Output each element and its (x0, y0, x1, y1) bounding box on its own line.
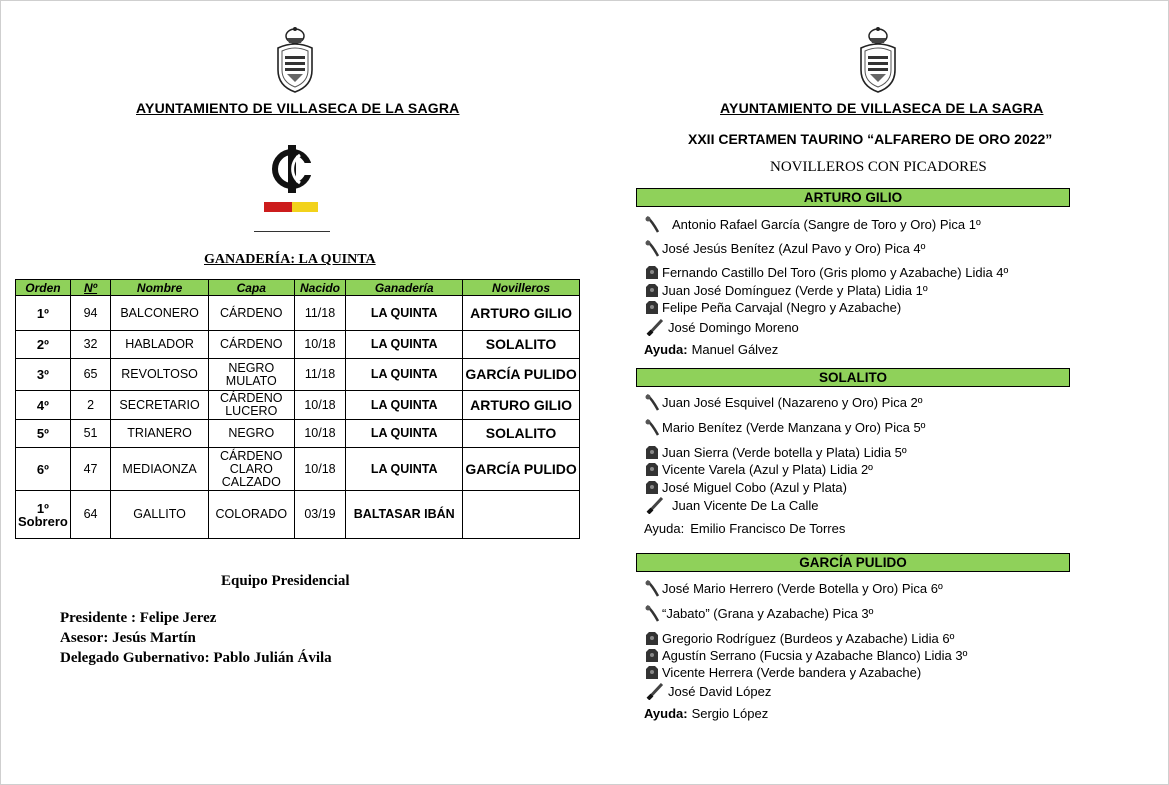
picador-lance-icon (644, 605, 660, 622)
crew-line: José Mario Herrero (Verde Botella y Oro) Pica 6º (644, 580, 943, 597)
group-header-garcia-pulido: GARCÍA PULIDO (636, 553, 1070, 572)
picador-lance-icon (644, 394, 660, 411)
cell-capa: CÁRDENO CLARO CALZADO (208, 448, 294, 491)
crew-line: Antonio Rafael García (Sangre de Toro y Oro) Pica 1º (644, 216, 981, 233)
coat-of-arms-icon (856, 26, 900, 94)
cell-capa: NEGRO MULATO (208, 359, 294, 391)
banderillero-jacket-icon (644, 664, 660, 681)
header-nombre: Nombre (111, 280, 209, 296)
cell-nacido: 10/18 (294, 391, 346, 420)
table-row (16, 491, 580, 539)
cell-orden: 3º (16, 359, 71, 391)
cell-nacido: 11/18 (294, 296, 346, 331)
banderillero-jacket-icon (644, 630, 660, 647)
cell-orden: 6º (16, 448, 71, 491)
coat-of-arms-icon (273, 26, 317, 94)
club-logo-icon (264, 141, 320, 215)
cell-numero: 2 (70, 391, 110, 420)
banderillero-jacket-icon (644, 479, 660, 496)
cell-nombre: TRIANERO (111, 420, 209, 448)
cell-capa: NEGRO (208, 420, 294, 448)
cell-numero: 32 (70, 331, 110, 359)
cell-capa: CÁRDENO (208, 331, 294, 359)
picador-lance-icon (644, 580, 660, 597)
banderillero-jacket-icon (644, 299, 660, 316)
cell-nombre: REVOLTOSO (111, 359, 209, 391)
cell-nombre: MEDIAONZA (111, 448, 209, 491)
cell-nacido: 10/18 (294, 448, 346, 491)
cell-nombre: SECRETARIO (111, 391, 209, 420)
cell-ganaderia: LA QUINTA (346, 391, 463, 420)
sword-icon (644, 683, 666, 700)
header-numero: Nº (70, 280, 110, 296)
cell-numero: 65 (70, 359, 110, 391)
cell-novillero: SOLALITO (463, 420, 580, 448)
cell-nacido: 11/18 (294, 359, 346, 391)
cell-nombre: HABLADOR (111, 331, 209, 359)
cell-novillero: ARTURO GILIO (463, 296, 580, 331)
cell-capa: CÁRDENO LUCERO (208, 391, 294, 420)
cell-ganaderia: BALTASAR IBÁN (346, 491, 463, 539)
cell-orden: 5º (16, 420, 71, 448)
cell-novillero: GARCÍA PULIDO (463, 448, 580, 491)
cell-ganaderia: LA QUINTA (346, 448, 463, 491)
cell-nacido: 10/18 (294, 331, 346, 359)
cell-ganaderia: LA QUINTA (346, 420, 463, 448)
divider (254, 231, 330, 232)
header-nacido: Nacido (294, 280, 346, 296)
crew-line: Juan Vicente De La Calle (644, 497, 818, 514)
presidente-line: Presidente : Felipe Jerez (60, 610, 217, 626)
sword-icon (644, 497, 666, 514)
header-ganaderia: Ganadería (346, 280, 463, 296)
bulls-table (15, 279, 580, 539)
ayuda-line: Ayuda: Emilio Francisco De Torres (644, 521, 846, 536)
crew-line: Juan Sierra (Verde botella y Plata) Lidia 5º (644, 444, 907, 461)
crew-line: “Jabato” (Grana y Azabache) Pica 3º (644, 605, 873, 622)
ayuntamiento-title: AYUNTAMIENTO DE VILLASECA DE LA SAGRA (136, 100, 460, 116)
cell-novillero: SOLALITO (463, 331, 580, 359)
banderillero-jacket-icon (644, 444, 660, 461)
crew-line: Agustín Serrano (Fucsia y Azabache Blanco) Lidia 3º (644, 647, 967, 664)
novilleros-subtitle: NOVILLEROS CON PICADORES (770, 159, 987, 175)
header-capa: Capa (208, 280, 294, 296)
crew-line: José Jesús Benítez (Azul Pavo y Oro) Pica 4º (644, 240, 925, 257)
crew-line: Vicente Varela (Azul y Plata) Lidia 2º (644, 461, 873, 478)
crew-line: Fernando Castillo Del Toro (Gris plomo y Azabache) Lidia 4º (644, 264, 1008, 281)
crew-line: José Domingo Moreno (644, 319, 799, 336)
crew-line: Felipe Peña Carvajal (Negro y Azabache) (644, 299, 901, 316)
table-header-row (16, 280, 580, 296)
cell-ganaderia: LA QUINTA (346, 359, 463, 391)
cell-numero: 64 (70, 491, 110, 539)
header-orden: Orden (16, 280, 71, 296)
cell-novillero: ARTURO GILIO (463, 391, 580, 420)
cell-numero: 94 (70, 296, 110, 331)
cell-nombre: GALLITO (111, 491, 209, 539)
equipo-presidencial-title: Equipo Presidencial (221, 573, 350, 589)
picador-lance-icon (644, 419, 660, 436)
banderillero-jacket-icon (644, 282, 660, 299)
header-novilleros: Novilleros (463, 280, 580, 296)
ayuntamiento-title: AYUNTAMIENTO DE VILLASECA DE LA SAGRA (720, 100, 1044, 116)
table-row (16, 448, 580, 491)
table-row (16, 296, 580, 331)
group-header-solalito: SOLALITO (636, 368, 1070, 387)
asesor-line: Asesor: Jesús Martín (60, 630, 196, 646)
cell-capa: COLORADO (208, 491, 294, 539)
picador-lance-icon (644, 240, 660, 257)
crew-line: José Miguel Cobo (Azul y Plata) (644, 479, 847, 496)
cell-orden: 1º (16, 296, 71, 331)
cell-nombre: BALCONERO (111, 296, 209, 331)
sword-icon (644, 319, 666, 336)
cell-numero: 47 (70, 448, 110, 491)
table-row (16, 331, 580, 359)
cell-novillero: GARCÍA PULIDO (463, 359, 580, 391)
cell-novillero (463, 491, 580, 539)
crew-line: Juan José Esquivel (Nazareno y Oro) Pica 2º (644, 394, 923, 411)
certamen-title: XXII CERTAMEN TAURINO “ALFARERO DE ORO 2022” (688, 131, 1053, 147)
picador-lance-icon (644, 216, 660, 233)
ayuda-line: Ayuda: Manuel Gálvez (644, 342, 779, 357)
banderillero-jacket-icon (644, 647, 660, 664)
cell-ganaderia: LA QUINTA (346, 331, 463, 359)
cell-capa: CÁRDENO (208, 296, 294, 331)
crew-line: José David López (644, 683, 771, 700)
crew-line: Gregorio Rodríguez (Burdeos y Azabache) Lidia 6º (644, 630, 954, 647)
cell-orden: 1º Sobrero (16, 491, 71, 539)
table-row (16, 420, 580, 448)
cell-numero: 51 (70, 420, 110, 448)
group-header-arturo-gilio: ARTURO GILIO (636, 188, 1070, 207)
cell-orden: 2º (16, 331, 71, 359)
crew-line: Mario Benítez (Verde Manzana y Oro) Pica 5º (644, 419, 925, 436)
table-row (16, 391, 580, 420)
table-row (16, 359, 580, 391)
banderillero-jacket-icon (644, 461, 660, 478)
ganaderia-heading: GANADERÍA: LA QUINTA (204, 252, 376, 267)
cell-nacido: 03/19 (294, 491, 346, 539)
cell-nacido: 10/18 (294, 420, 346, 448)
ayuda-line: Ayuda: Sergio López (644, 706, 769, 721)
crew-line: Juan José Domínguez (Verde y Plata) Lidia 1º (644, 282, 928, 299)
delegado-line: Delegado Gubernativo: Pablo Julián Ávila (60, 650, 332, 666)
cell-ganaderia: LA QUINTA (346, 296, 463, 331)
cell-orden: 4º (16, 391, 71, 420)
banderillero-jacket-icon (644, 264, 660, 281)
crew-line: Vicente Herrera (Verde bandera y Azabache) (644, 664, 921, 681)
